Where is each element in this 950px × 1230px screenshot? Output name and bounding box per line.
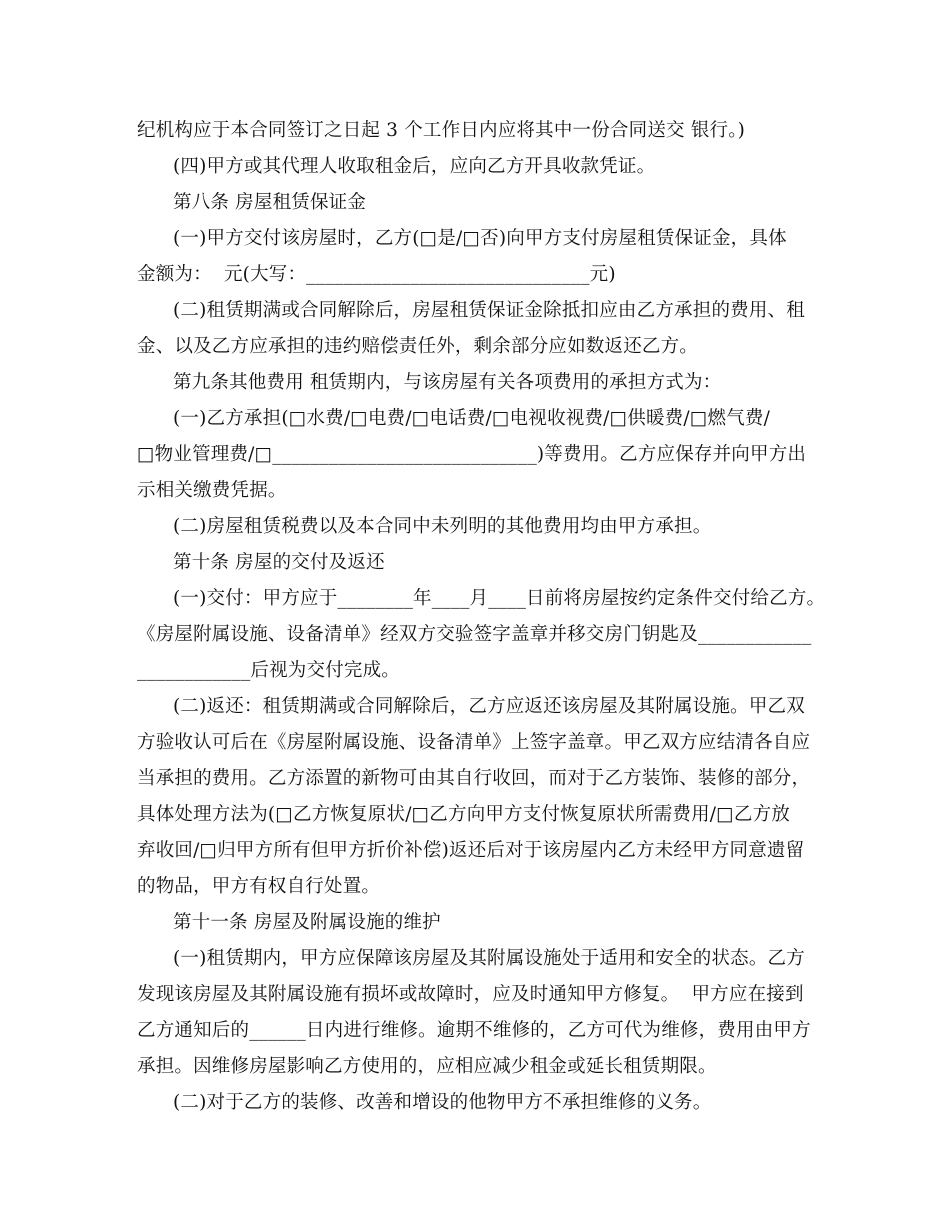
text-line: (二)房屋租赁税费以及本合同中未列明的其他费用均由甲方承担。 [173,516,712,537]
text-line: (二)返还：租赁期满或合同解除后，乙方应返还该房屋及其附属设施。甲乙双 [173,696,805,717]
text-line: 承担。因维修房屋影响乙方使用的，应相应减少租金或延长租赁期限。 [137,1056,717,1077]
text-line: (一)租赁期内，甲方应保障该房屋及其附属设施处于适用和安全的状态。乙方 [173,948,805,969]
section-heading: 第十条 房屋的交付及返还 [173,552,385,573]
text-line: (一)甲方交付该房屋时，乙方(□是/□否)向甲方支付房屋租赁保证金，具体 [173,228,787,249]
text-line: (二)租赁期满或合同解除后，房屋租赁保证金除抵扣应由乙方承担的费用、租 [173,300,805,321]
text-line: 示相关缴费凭据。 [137,480,287,501]
text-line: ____________后视为交付完成。 [137,660,401,681]
text-line: 乙方通知后的______日内进行维修。逾期不维修的，乙方可代为维修，费用由甲方 [137,1020,811,1041]
text-line: (一)交付：甲方应于________年____月____日前将房屋按约定条件交付给乙方。 [173,588,826,609]
text-line: (一)乙方承担(□水费/□电费/□电话费/□电视收视费/□供暖费/□燃气费/ [173,408,771,429]
section-heading: 第十一条 房屋及附属设施的维护 [173,912,441,933]
section-heading: 第九条其他费用 租赁期内，与该房屋有关各项费用的承担方式为： [173,372,722,393]
text-line: (四)甲方或其代理人收取租金后，应向乙方开具收款凭证。 [173,156,656,177]
text-line: 具体处理方法为(□乙方恢复原状/□乙方向甲方支付恢复原状所需费用/□乙方放 [137,804,791,825]
text-line: 金额为： 元(大写：______________________________元) [137,264,616,285]
text-line: 《房屋附属设施、设备清单》经双方交验签字盖章并移交房门钥匙及____________ [137,624,812,645]
text-line: 当承担的费用。乙方添置的新物可由其自行收回，而对于乙方装饰、装修的部分， [137,768,811,789]
text-line: 金、以及乙方应承担的违约赔偿责任外，剩余部分应如数返还乙方。 [137,336,699,357]
text-line: 的物品，甲方有权自行处置。 [137,876,381,897]
text-line: □物业管理费/□____________________________)等费用。乙方应保存并向甲方出 [137,444,807,465]
text-line: 纪机构应于本合同签订之日起 3 个工作日内应将其中一份合同送交 银行。) [137,120,746,141]
text-line: 方验收认可后在《房屋附属设施、设备清单》上签字盖章。甲乙双方应结清各自应 [137,732,811,753]
text-line: 发现该房屋及其附属设施有损坏或故障时，应及时通知甲方修复。 甲方应在接到 [137,984,804,1005]
section-heading: 第八条 房屋租赁保证金 [173,192,367,213]
text-line: 弃收回/□归甲方所有但甲方折价补偿)返还后对于该房屋内乙方未经甲方同意遗留 [137,840,805,861]
text-line: (二)对于乙方的装修、改善和增设的他物甲方不承担维修的义务。 [173,1092,712,1113]
